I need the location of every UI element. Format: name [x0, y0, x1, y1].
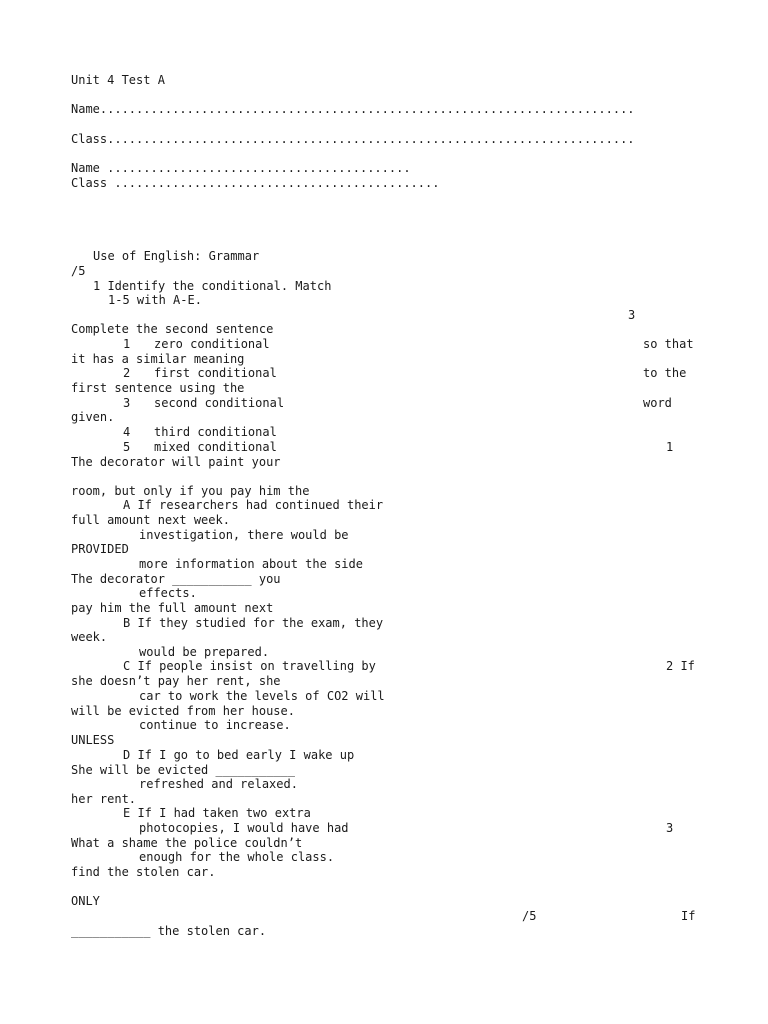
option-text: B If they studied for the exam, they: [123, 616, 384, 630]
keyword: UNLESS: [71, 733, 115, 747]
section-score: /5: [71, 264, 86, 278]
option-text: effects.: [139, 586, 197, 600]
option-text: continue to increase.: [139, 718, 291, 732]
question-number: 2 If: [666, 659, 695, 673]
option-text: car to work the levels of CO2 will: [139, 689, 385, 703]
option-text: more information about the side: [139, 557, 363, 571]
option-text: would be prepared.: [139, 645, 270, 659]
question-text: find the stolen car.: [71, 865, 216, 879]
question-number: 3: [666, 821, 674, 835]
question-text: she doesn’t pay her rent, she: [71, 674, 281, 688]
option-text: E If I had taken two extra: [123, 806, 311, 820]
question-text: will be evicted from her house.: [71, 704, 295, 718]
task3-instruction: word: [643, 396, 672, 410]
task3-instruction: given.: [71, 410, 115, 424]
task1-instruction: 1 Identify the conditional. Match: [93, 279, 332, 293]
item-text: third conditional: [154, 425, 277, 439]
question-text: The decorator ___________ you: [71, 572, 281, 586]
class-field-line: Class.........................................................................: [71, 132, 635, 146]
question-text: She will be evicted ___________: [71, 763, 295, 777]
class-field-line-2: Class .............................................: [71, 176, 440, 190]
question-text: full amount next week.: [71, 513, 230, 527]
task3-instruction: to the: [643, 366, 687, 380]
item-text: mixed conditional: [154, 440, 277, 454]
question-text: If: [681, 909, 696, 923]
item-number: 1: [123, 337, 131, 351]
question-text: room, but only if you pay him the: [71, 484, 310, 498]
item-text: first conditional: [154, 366, 277, 380]
task3-instruction: first sentence using the: [71, 381, 245, 395]
question-text: pay him the full amount next: [71, 601, 274, 615]
option-text: C If people insist on travelling by: [123, 659, 376, 673]
option-text: enough for the whole class.: [139, 850, 335, 864]
keyword: ONLY: [71, 894, 100, 908]
name-field-line: Name..........................................................................: [71, 102, 635, 116]
task3-number: 3: [628, 308, 636, 322]
question-text: What a shame the police couldn’t: [71, 836, 303, 850]
item-number: 3: [123, 396, 131, 410]
task3-instruction: Complete the second sentence: [71, 322, 274, 336]
section-heading: Use of English: Grammar: [93, 249, 260, 263]
item-text: zero conditional: [154, 337, 270, 351]
question-text: The decorator will paint your: [71, 455, 281, 469]
question-text: week.: [71, 630, 108, 644]
option-text: refreshed and relaxed.: [139, 777, 298, 791]
task3-instruction: it has a similar meaning: [71, 352, 245, 366]
item-number: 5: [123, 440, 131, 454]
section-score: /5: [522, 909, 537, 923]
task3-instruction: so that: [643, 337, 694, 351]
item-number: 4: [123, 425, 131, 439]
option-text: A If researchers had continued their: [123, 498, 384, 512]
test-title: Unit 4 Test A: [71, 73, 165, 87]
option-text: investigation, there would be: [139, 528, 349, 542]
item-number: 2: [123, 366, 131, 380]
option-text: photocopies, I would have had: [139, 821, 349, 835]
task1-instruction: 1-5 with A-E.: [108, 293, 202, 307]
option-text: D If I go to bed early I wake up: [123, 748, 355, 762]
item-text: second conditional: [154, 396, 285, 410]
question-number: 1: [666, 440, 674, 454]
keyword: PROVIDED: [71, 542, 129, 556]
question-text: ___________ the stolen car.: [71, 924, 267, 938]
question-text: her rent.: [71, 792, 137, 806]
name-field-line-2: Name ..........................................: [71, 161, 411, 175]
